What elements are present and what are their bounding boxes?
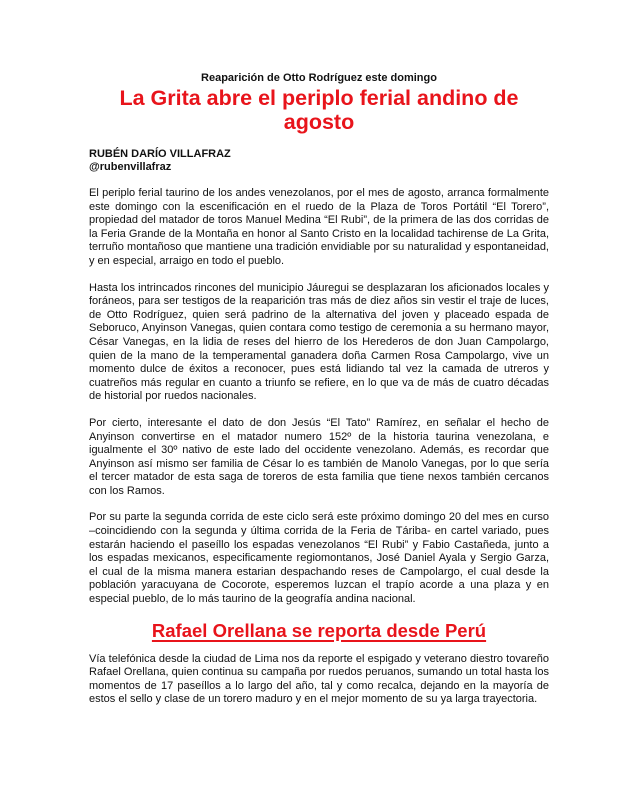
section-headline [89,620,549,642]
byline [89,148,549,174]
article-kicker: Reaparición de Otto Rodríguez este domingo [201,72,437,84]
author-name: RUBÉN DARÍO VILLAFRAZ [89,148,231,160]
article-paragraph: Por cierto, interesante el dato de don Jesús “El Tato” Ramírez, en señalar el hecho de Anyinson convertirse en el matador numero 152º de la historia taurina venezolana, e igualmente el 30º nativo de este lado del occidente venezolano. Además, es recordar que Anyinson así mismo ser familia de César lo es también de Manolo Vanegas, por lo que sería el tercer matador de esta saga de toreros de esta familia que tiene nexos también cercanos con los Ramos. [89,416,549,497]
section-headline-text: Rafael Orellana se reporta desde Perú [151,619,487,641]
article-paragraph: Por su parte la segunda corrida de este ciclo será este próximo domingo 20 del mes en curso –coincidiendo con la segunda y última corrida de la Feria de Táriba- en cartel variado, pues estarán haciendo el paseíllo los espadas venezolanos “El Rubi” y Fabio Castañeda, junto a los espadas mexicanos, especificamente regiomontanos, José Daniel Ayala y Sergio Garza, el cual de la misma manera estarian despachando reses de Campolargo, el cual desde la población yaracuyana de Cocorote, esperemos luzcan el trapío acorde a una plaza y en especial pueblo, de lo más taurino de la geografía andina nacional. [89,511,549,606]
document-page [89,72,549,707]
author-handle: @rubenvillafraz [89,161,172,173]
article-paragraph: Vía telefónica desde la ciudad de Lima nos da reporte el espigado y veterano diestro tovareño Rafael Orellana, quien continua su campaña por ruedos peruanos, sumando un total hasta los momentos de 17 paseíllos a lo largo del año, tal y como recalca, dejando en la mayoría de estos el sello y clase de un torero maduro y en el mejor momento de su ya larga trayectoria. [89,652,549,706]
article-headline: La Grita abre el periplo ferial andino de agosto [119,86,519,134]
article-paragraph: El periplo ferial taurino de los andes venezolanos, por el mes de agosto, arranca formalmente este domingo con la escenificación en el ruedo de la Plaza de Toros Portátil “El Torero”, propiedad del matador de toros Manuel Medina “El Rubi”, de la primera de las dos corridas de la Feria Grande de la Montaña en honor al Santo Cristo en la localidad tachirense de La Grita, terruño montañoso que mantiene una tradición envidiable por su naturalidad y espontaneidad, y en especial, arraigo en todo el pueblo. [89,187,549,267]
article-paragraph: Hasta los intrincados rincones del municipio Jáuregui se desplazaran los aficionados locales y foráneos, para ser testigos de la reaparición tras más de diez años sin vestir el traje de luces, de Otto Rodríguez, quien será padrino de la alternativa del joven y placeado espada de Seboruco, Anyinson Vanegas, quien contara como testigo de ceremonia a su hermano mayor, César Vanegas, en la lidia de reses del hierro de los Herederos de don Juan Campolargo, quien de la mano de la temperamental ganadera doña Carmen Rosa Campolargo, vive un momento dulce de éxitos a reconocer, pues está lidiando tal vez la camada de utreros y cuatreños más regular en cuanto a triunfo se refiere, en lo que va de más de cuatro décadas de historial por ruedos nacionales. [89,281,549,403]
